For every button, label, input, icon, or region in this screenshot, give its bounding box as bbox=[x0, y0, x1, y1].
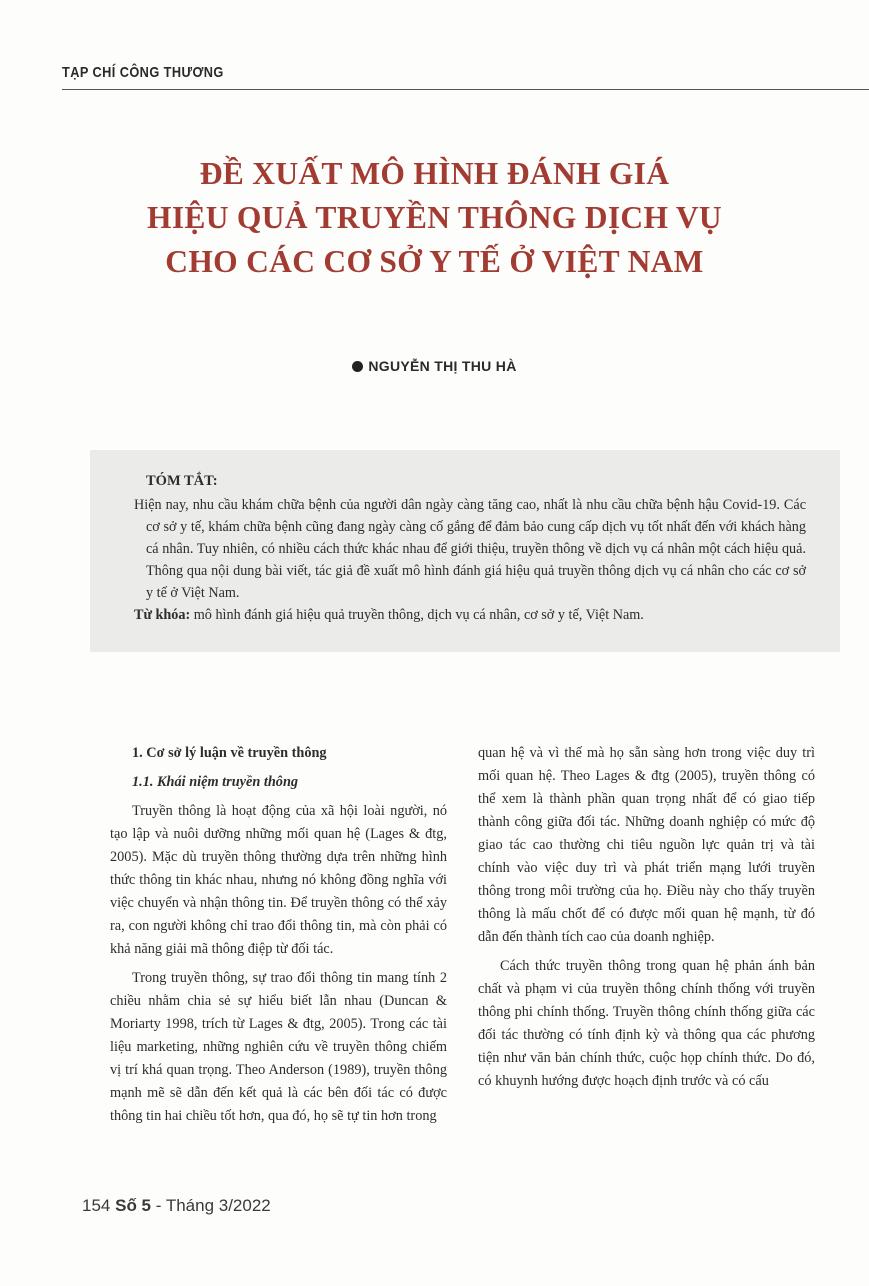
section-heading: 1. Cơ sở lý luận về truyền thông bbox=[132, 745, 327, 761]
title-line-3: CHO CÁC CƠ SỞ Y TẾ Ở VIỆT NAM bbox=[165, 244, 704, 279]
paragraph: quan hệ và vì thế mà họ sẵn sàng hơn trong việc duy trì mối quan hệ. Theo Lages & đtg (2005), truyền thông có thể xem là thành phần quan trọng nhất để có giao tiếp thành công giữa đối tác. Những doanh nghiệp có mức độ giao tác cao thường chi tiêu nguồn lực quản trị và tài chính vào việc duy trì và phát triển mạng lưới truyền thông trong môi trường của họ. Điều này cho thấy truyền thông là mấu chốt để có được mối quan hệ mạnh, từ đó dẫn đến thành tích cao của doanh nghiệp. bbox=[478, 745, 815, 945]
left-column bbox=[110, 742, 447, 1134]
page-footer bbox=[82, 1196, 271, 1216]
author-name: NGUYỄN THỊ THU HÀ bbox=[368, 358, 517, 374]
bullet-icon bbox=[352, 361, 363, 372]
subsection-heading: 1.1. Khái niệm truyền thông bbox=[132, 774, 299, 790]
keywords-label: Từ khóa: bbox=[134, 607, 191, 623]
issue-date: - Tháng 3/2022 bbox=[151, 1196, 271, 1215]
title-line-2: HIỆU QUẢ TRUYỀN THÔNG DỊCH VỤ bbox=[147, 200, 722, 235]
abstract-heading: TÓM TẮT: bbox=[146, 473, 218, 489]
keywords-line bbox=[134, 604, 806, 626]
journal-name: TẠP CHÍ CÔNG THƯƠNG bbox=[62, 64, 224, 81]
title-line-1: ĐỀ XUẤT MÔ HÌNH ĐÁNH GIÁ bbox=[199, 156, 670, 191]
paragraph: Trong truyền thông, sự trao đổi thông tin mang tính 2 chiều nhằm chia sẻ sự hiểu biết lẫn nhau (Duncan & Moriarty 1998, trích từ Lages & đtg, 2005). Trong các tài liệu marketing, những nghiên cứu về truyền thông chiếm vị trí khá quan trọng. Theo Anderson (1989), truyền thông mạnh mẽ sẽ dẫn đến kết quả là các bên đối tác có được thông tin hai chiều tốt hơn, qua đó, họ sẽ tự tin hơn trong bbox=[110, 970, 447, 1124]
paragraph: Truyền thông là hoạt động của xã hội loài người, nó tạo lập và nuôi dưỡng những mối quan hệ (Lages & đtg, 2005). Mặc dù truyền thông thường dựa trên những hình thức thông tin khác nhau, nhưng nó không đồng nghĩa với việc chuyển và nhận thông tin. Để truyền thông có thể xảy ra, con người không chỉ trao đổi thông tin, mà còn phải có khả năng giải mã thông điệp từ đối tác. bbox=[110, 803, 447, 957]
issue-number: Số 5 bbox=[115, 1196, 152, 1215]
paragraph: Cách thức truyền thông trong quan hệ phản ánh bản chất và phạm vi của truyền thông chính thống với truyền thông phi chính thống. Truyền thông chính thống giữa các đối tác thường có tính định kỳ và thông qua các phương tiện như văn bản chính thức, cuộc họp chính thức. Do đó, có khuynh hướng được hoạch định trước và có cấu bbox=[478, 958, 815, 1089]
keywords-text: mô hình đánh giá hiệu quả truyền thông, dịch vụ cá nhân, cơ sở y tế, Việt Nam. bbox=[190, 607, 644, 623]
article-title bbox=[0, 152, 869, 284]
author-line bbox=[0, 358, 869, 374]
page-number: 154 bbox=[82, 1196, 111, 1215]
right-column bbox=[478, 742, 815, 1099]
header-divider bbox=[62, 89, 869, 90]
abstract-box bbox=[90, 450, 840, 652]
abstract-content bbox=[134, 470, 806, 626]
abstract-body: Hiện nay, nhu cầu khám chữa bệnh của người dân ngày càng tăng cao, nhất là nhu cầu chữa bệnh hậu Covid-19. Các cơ sở y tế, khám chữa bệnh cũng đang ngày càng cố gắng để đảm bảo cung cấp dịch vụ tốt nhất đến với khách hàng cá nhân. Tuy nhiên, có nhiều cách thức khác nhau để giới thiệu, truyền thông về dịch vụ cá nhân một cách hiệu quả. Thông qua nội dung bài viết, tác giả đề xuất mô hình đánh giá hiệu quả truyền thông dịch vụ cá nhân cho các cơ sở y tế ở Việt Nam. bbox=[134, 497, 806, 601]
